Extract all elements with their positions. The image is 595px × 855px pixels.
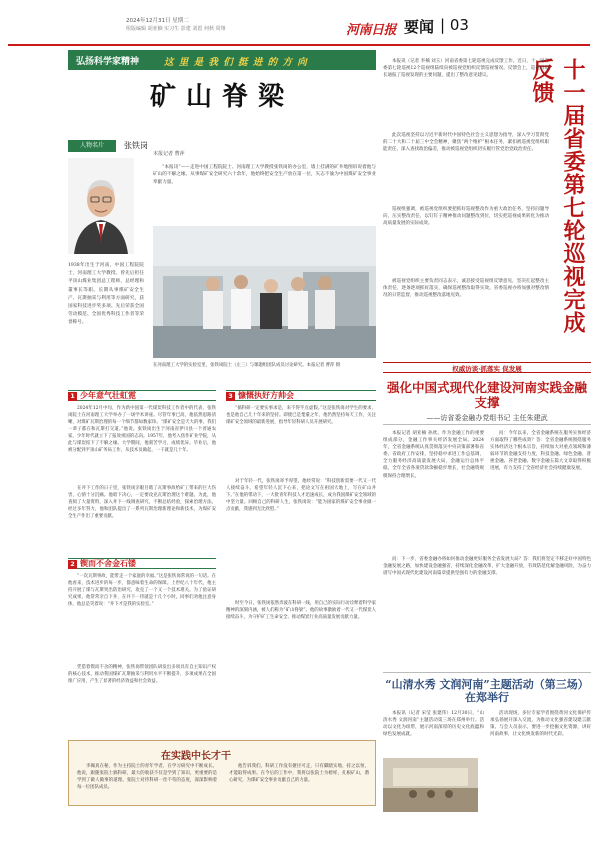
section-title: 要闻 [404,18,435,36]
inspection-article-p1: 本报讯（记者 李楠 刘玉）河南省委第七轮巡视完成反馈工作。近日，十一届省委第七轮巡视12个巡视组陆续向被巡视党组织反馈巡视情况。反馈会上，巡视组组长通报了巡视发现的主要问题，提出了整改意见建议。 [383,59,549,79]
interview-subhead: ——访省委金融办党组书记 主任朱建武 [426,414,548,422]
page-header [0,0,595,48]
body-column-b1: “一次瓦斯事故，能带走一个家庭的幸福。”这是张铁岗常说的一句话。在他看来，技术进步的每一步，都意味着生命的保障。上世纪八十年代，他主持开展了煤与瓦斯突出防治研究，攻克了一个又一个技术难关。为了验证研究成果，他常常亲自下井，在井下一待就是十几个小时。同事们劝他注意身体，他总是笑着说：“井下才是我的实验室。” [68,574,216,607]
sidebar-box [68,740,376,806]
culture-headline: “山清水秀 文润河南”主题活动（第三场）在郑举行 [385,678,589,704]
culture-photo [383,758,478,812]
lab-photo [153,226,376,358]
photo-caption: 在河南理工大学的实验室里，张铁岗院士（左三）与课题组团队成员讨论研究。本报记者 曹萍 摄 [153,363,341,368]
body-column-a1: 2024年12月中旬，作为新中国第一代煤炭科技工作者中的代表，张铁岗院士在河南理工大学举办了一场学术讲座。尽管年事已高，他依然思路清晰，对煤矿瓦斯治理的每一个细节都如数家珍。“煤矿安全是天大的事，我们一辈子都在和瓦斯打交道。”他说。张铁岗出生于河南省伊川县一个普通农家，少年时代就立下了报效祖国的志向。1957年，他考入焦作矿业学院，从此与煤炭结下了不解之缘。大学期间，他刻苦学习，成绩优异。毕业后，他被分配到平顶山矿务局工作，从技术员做起，一干就是几十年。 [68,406,216,453]
sidebar-title: 在实践中长才干 [161,751,231,762]
body-column-c1: “搞科研一定要实事求是，来不得半点虚假。”这是张铁岗对学生的要求，也是他自己几十年来的坚持。即使已是耄耋之年，他仍然坚持每天工作，关注煤矿安全领域的最新进展，指导年轻科研人员开展研究。 [226,406,376,425]
interview-col-2: 问：今年以来，全省金融系统在服务实体经济方面取得了哪些成效？答：全省金融系统围绕服务实体经济这个根本宗旨，持续加大对重点领域和薄弱环节的金融支持力度，科技金融、绿色金融、普惠金融、养老金融、数字金融五篇大文章取得积极进展，有力支持了全省经济社会持续健康发展。 [490,431,591,472]
feature-title: 矿山脊梁 [149,82,294,112]
culture-col-2: 活动现场，多位专家学者围绕黄河文化保护传承弘扬展开深入交流，为推动文化强省建设建言献策。与会人员表示，要进一步挖掘文化资源，讲好河南故事，让文化焕发新的时代光彩。 [490,711,591,738]
interview-col-1: 本报记者 胡亚楠 孙欣。作为金融工作的重要组成部分，金融工作事关经济发展全局。2024年，全省金融系统认真贯彻落实中央决策部署和省委、省政府工作安排，坚持稳中求进工作总基调，全力服务经济高质量发展大局，金融运行总体平稳。全年全省各项贷款余额稳步增长，社会融资规模保持合理增长。 [383,431,484,479]
column-name: 弘扬科学家精神 [76,57,140,67]
page-number: | 03 [440,16,469,34]
newspaper-logo: 河南日报 [346,23,397,38]
sidebar-text-right: 他告诉我们，科研工作没有捷径可走，只有脚踏实地、持之以恒，才能取得成果。在今后的工作中，我将以张院士为榜样，扎根矿山，潜心研究，为煤矿安全事业贡献自己的力量。 [229,764,369,783]
right-column [383,50,591,810]
headline-vertical: 十一届省委第七轮巡视完成反馈 [529,58,586,334]
section-heading-2: 2 锲而不舍金石镂 [68,558,216,569]
body-column-b2: 凭借着锲而不舍的精神，张铁岗带领团队研发出多项具有自主知识产权的核心技术，推动我国煤矿瓦斯抽采与利用水平不断提升，多项成果在全国推广应用，产生了显著的经济效益和社会效益。 [68,665,216,684]
portrait-caption: 1938年出生于河南，中国工程院院士，河南理工大学教授。曾先后担任平顶山煤业集团总工程师、总经理和董事长等职。长期从事煤矿安全生产、瓦斯抽采与利用等方面研究，获国家科技进步奖多项。先后荣获全国劳动模范、全国优秀科技工作者等荣誉称号。 [68,263,144,326]
divider [383,672,591,673]
interview-headline: 强化中国式现代化建设河南实践金融支撑 [386,380,587,410]
interview-tag-bar [383,362,591,373]
section-heading-1: 1 少年意气壮虹霓 [68,390,216,401]
profile-name: 张铁岗 [124,141,148,150]
profile-label: 人物名片 [68,140,116,152]
culture-col-1: 本报讯（记者 宋莹 张建伟）12月30日，“山清水秀 文润河南”主题活动第三场在郑州举行。活动以文化为纽带，展示河南深厚的历史文化底蕴和绿色发展成就。 [383,711,484,738]
inspection-article-p4: 被巡视党组织主要负责同志表示，诚恳接受巡视组反馈意见，坚决扛起整改主体责任，逐条逐项抓好落实，确保巡视整改取得实效。省委巡视办将加强对整改情况的日常监督，推动巡视整改落地见效。 [383,279,549,299]
column-banner [68,50,376,70]
inspection-article-p3: 巡视组强调，被巡视党组织要把抓好巡视整改作为重大政治任务，坚持问题导向，压实整改责任，以钉钉子精神推动问题整改到位，切实把巡视成果转化为推动高质量发展的实际成效。 [383,207,549,227]
interview-tag: 权威访谈·抓落实 促发展 [452,365,522,373]
portrait-image [68,158,134,254]
body-column-c2: 对于年轻一代，张铁岗寄予厚望。他经常说：“科技创新需要一代又一代人接续奋斗。希望年轻人沉下心来，把论文写在祖国大地上，写在矿山井下。”在他的带动下，一大批青年科技人才迅速成长，成为我国煤矿安全领域的中坚力量。回顾自己的科研人生，张铁岗说：“能为国家的煤矿安全事业做一点贡献，我感到无比欣慰。” [226,479,376,512]
header-rule [8,44,590,46]
body-column-d1: 时至今日，张铁岗依然奔波在科研一线，用自己的实际行动诠释着科学家精神的深刻内涵，被人们称为“矿山脊梁”。他的故事激励着一代又一代煤炭人接续奋斗，为守护矿工生命安全、推动煤炭行业高质量发展贡献力量。 [226,601,376,620]
header-editors: 组版编辑 胡亚楠 实习生 彭建 刘恩 何秋 周翔 [126,26,226,32]
section-heading-3: 3 慷慨执好方帅会 [226,390,376,401]
body-column-a2: 在井下工作的日子里，张铁岗亲眼目睹了瓦斯事故给矿工带来的巨大伤害，心情十分沉痛。他暗下决心，一定要攻克瓦斯治理这个难题。为此，他查阅了大量资料，深入井下一线调查研究，不断总结经验，探索治理方法。经过多年努力，他和团队提出了一系列瓦斯治理新理论和新技术，为煤矿安全生产作出了重要贡献。 [68,486,216,519]
column-slogan: 这 里 是 我 们 挺 进 的 方 向 [164,57,308,68]
byline: 本报记者 曹萍 [153,151,185,157]
feature-article [68,50,376,805]
divider [383,424,591,425]
header-date: 2024年12月31日 星期二 [126,18,189,24]
lead-paragraph: “本报讯”——走进中国工程院院士、河南理工大学教授张铁岗的办公室，墙上挂满的矿井地图诉说着他与矿山的不解之缘。从事煤矿安全研究六十余年，他始终把安全生产放在第一位，矢志不渝为中国煤矿安全事业奉献力量。 [153,165,376,185]
interview-col-3: 问：下一步，省委金融办将如何推动金融更好服务全省发展大局？答：我们将坚定不移走好中国特色金融发展之路，加快建设金融强省，持续深化金融改革，扩大金融开放，有效防范化解金融风险，为奋力谱写中国式现代化建设河南篇章提供坚强有力的金融支撑。 [383,557,591,577]
sidebar-text-left: 李佩真在秘，作为主持院士的青年学者，在学习研究中不断成长。他说，跟随张院士搞科研，最大的收获不仅是学到了知识，更重要的是学到了做人做事的道理。张院士对待科研一丝不苟的态度，深深影响着每一位团队成员。 [77,764,217,790]
inspection-article-p2: 此次巡视坚持以习近平新时代中国特色社会主义思想为指导，深入学习贯彻党的二十大和二十届三中全会精神，聚焦“两个维护”根本任务，紧扣被巡视党组织职能责任，深入查找政治偏差，推动被巡视党组织切实履行管党治党政治责任。 [383,133,549,153]
